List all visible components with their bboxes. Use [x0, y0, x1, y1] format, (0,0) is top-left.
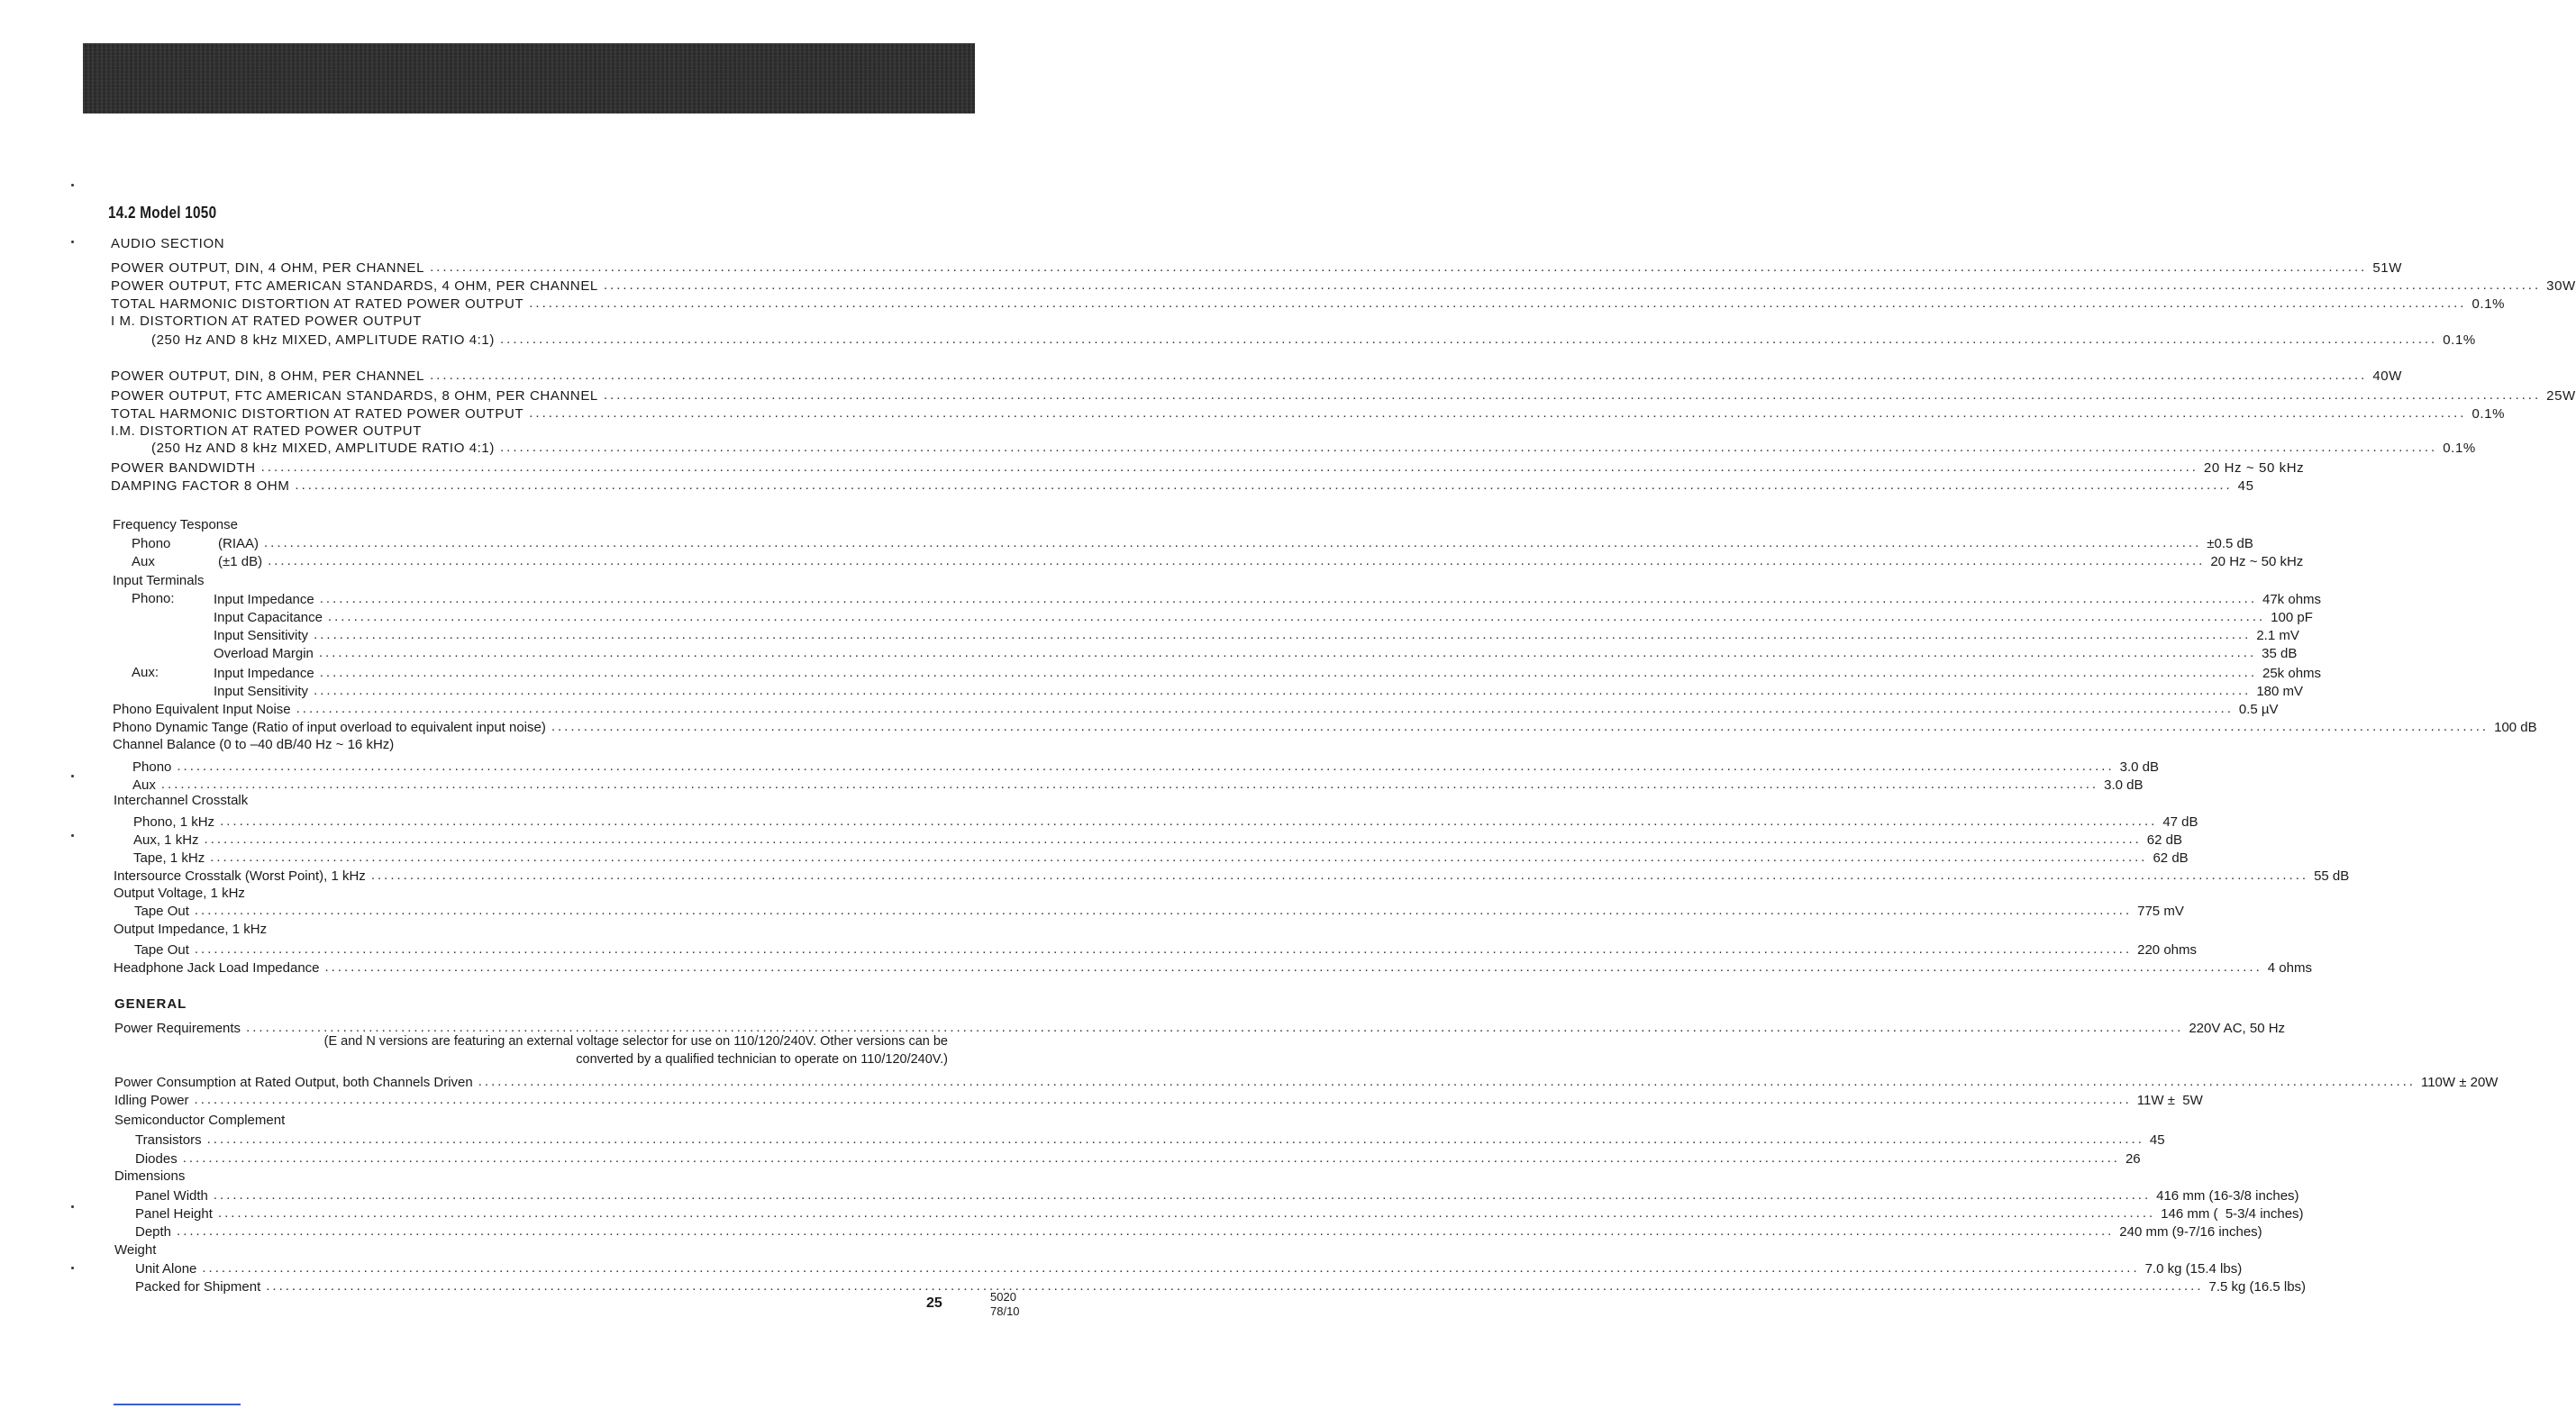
- spec-row: [214, 681, 2304, 699]
- spec-row: [132, 775, 2144, 793]
- spec-row: [132, 757, 2159, 775]
- spec-label: I M. DISTORTION AT RATED POWER OUTPUT: [111, 314, 422, 329]
- leader-dots: ............................................................................................................................................................................................................................................................................................................: [246, 1020, 2184, 1035]
- leader-dots: ............................................................................................................................................................................................................................................................................................................: [603, 387, 2542, 403]
- spec-row: [132, 533, 2253, 551]
- spec-label: Input Impedance: [214, 666, 314, 681]
- spec-label: Overload Margin: [214, 646, 314, 661]
- spec-row: [135, 1222, 2262, 1240]
- scan-speck: [71, 241, 74, 243]
- spec-label: TOTAL HARMONIC DISTORTION AT RATED POWER OUTPUT: [111, 296, 524, 312]
- leader-dots: ............................................................................................................................................................................................................................................................................................................: [194, 1092, 2132, 1107]
- spec-label: Headphone Jack Load Impedance: [114, 960, 320, 976]
- spec-label: Unit Alone: [135, 1261, 197, 1277]
- leader-dots: ............................................................................................................................................................................................................................................................................................................: [194, 903, 2133, 918]
- spec-label: Idling Power: [114, 1093, 189, 1108]
- spec-value: 100 dB: [2494, 720, 2537, 735]
- spec-value: 416 mm (16-3/8 inches): [2156, 1188, 2299, 1204]
- spec-value: 30W: [2546, 278, 2576, 294]
- leader-dots: ............................................................................................................................................................................................................................................................................................................: [319, 591, 2257, 606]
- document-code: 5020: [990, 1290, 1016, 1304]
- spec-label: POWER OUTPUT, FTC AMERICAN STANDARDS, 8 OHM, PER CHANNEL: [111, 388, 598, 404]
- spec-label: Tape Out: [134, 942, 189, 958]
- leader-dots: ............................................................................................................................................................................................................................................................................................................: [182, 1150, 2120, 1166]
- leader-dots: ............................................................................................................................................................................................................................................................................................................: [314, 683, 2252, 698]
- crosstalk-title: Interchannel Crosstalk: [114, 793, 249, 808]
- spec-value: 3.0 dB: [2119, 759, 2159, 775]
- spec-row: [132, 551, 2304, 569]
- spec-value: 20 Hz ~ 50 kHz: [2210, 554, 2304, 569]
- spec-value: 7.5 kg (16.5 lbs): [2208, 1279, 2307, 1295]
- spec-row: [134, 940, 2197, 958]
- spec-value: 220 ohms: [2137, 942, 2197, 958]
- spec-label: Packed for Shipment: [135, 1279, 261, 1295]
- spec-sublabel: (±1 dB): [218, 554, 263, 569]
- spec-label: Phono: [132, 536, 171, 551]
- spec-label: Intersource Crosstalk (Worst Point), 1 kHz: [114, 868, 366, 884]
- spec-value: 0.1%: [2471, 406, 2506, 422]
- spec-value: 47 dB: [2162, 814, 2198, 830]
- section-heading: 14.2 Model 1050: [108, 204, 217, 222]
- spec-label: TOTAL HARMONIC DISTORTION AT RATED POWER OUTPUT: [111, 406, 524, 422]
- spec-value: 55 dB: [2314, 868, 2350, 884]
- spec-value: 3.0 dB: [2104, 777, 2144, 793]
- leader-dots: ............................................................................................................................................................................................................................................................................................................: [160, 777, 2099, 792]
- spec-label: DAMPING FACTOR 8 OHM: [111, 478, 290, 494]
- spec-label: I.M. DISTORTION AT RATED POWER OUTPUT: [111, 423, 422, 439]
- spec-row: [135, 1259, 2243, 1277]
- spec-label: POWER OUTPUT, FTC AMERICAN STANDARDS, 4 OHM, PER CHANNEL: [111, 278, 598, 294]
- leader-dots: ............................................................................................................................................................................................................................................................................................................: [177, 1223, 2115, 1239]
- voltage-note-line-2: converted by a qualified technician to operate on 110/120/240V.): [576, 1052, 948, 1067]
- leader-dots: ............................................................................................................................................................................................................................................................................................................: [177, 759, 2115, 774]
- spec-value: 0.1%: [2443, 441, 2476, 456]
- spec-value: 0.1%: [2443, 332, 2476, 348]
- leader-dots: ............................................................................................................................................................................................................................................................................................................: [296, 701, 2234, 716]
- spec-label: Panel Height: [135, 1206, 213, 1222]
- output-impedance-title: Output Impedance, 1 kHz: [114, 922, 268, 937]
- spec-row: [114, 866, 2350, 884]
- spec-row: [214, 625, 2299, 643]
- spec-row: [135, 1186, 2299, 1204]
- spec-row: [214, 589, 2322, 607]
- leader-dots: ............................................................................................................................................................................................................................................................................................................: [318, 645, 2257, 660]
- spec-label: Phono Dynamic Tange (Ratio of input overload to equivalent input noise): [113, 720, 546, 735]
- spec-row: [133, 812, 2198, 830]
- spec-label: (250 Hz AND 8 kHz MIXED, AMPLITUDE RATIO 4:1): [151, 332, 495, 348]
- spec-label: Power Requirements: [114, 1021, 241, 1036]
- spec-value: 20 Hz ~ 50 kHz: [2203, 460, 2305, 476]
- document-date-code: 78/10: [990, 1304, 1020, 1318]
- spec-label: Depth: [135, 1224, 172, 1240]
- spec-row: [151, 438, 2476, 456]
- spec-row: [134, 901, 2184, 919]
- spec-row: [113, 699, 2279, 717]
- scan-speck: [71, 1267, 74, 1269]
- input-title: Input Terminals: [113, 573, 205, 588]
- spec-row: [111, 366, 2402, 384]
- spec-row: [214, 643, 2298, 661]
- leader-dots: ............................................................................................................................................................................................................................................................................................................: [268, 553, 2206, 568]
- scan-speck: [71, 834, 74, 837]
- scan-speck: [71, 1205, 74, 1208]
- spec-label: Transistors: [135, 1132, 202, 1148]
- spec-value: 146 mm ( 5-3/4 inches): [2161, 1206, 2304, 1222]
- spec-label: Diodes: [135, 1151, 177, 1167]
- spec-value: 35 dB: [2262, 646, 2298, 661]
- spec-row: [151, 330, 2476, 348]
- leader-dots: ............................................................................................................................................................................................................................................................................................................: [551, 719, 2490, 734]
- spec-row: [214, 663, 2322, 681]
- spec-label: (250 Hz AND 8 kHz MIXED, AMPLITUDE RATIO 4:1): [151, 441, 495, 456]
- spec-value: 0.1%: [2471, 296, 2506, 312]
- spec-value: 2.1 mV: [2256, 628, 2299, 643]
- leader-dots: ............................................................................................................................................................................................................................................................................................................: [213, 1187, 2152, 1203]
- dimensions-title: Dimensions: [114, 1168, 186, 1184]
- spec-row: [111, 458, 2305, 476]
- leader-dots: ............................................................................................................................................................................................................................................................................................................: [217, 1205, 2156, 1221]
- spec-row: [113, 717, 2537, 735]
- spec-value: 45: [2237, 478, 2254, 494]
- spec-value: 0.5 µV: [2238, 702, 2279, 717]
- spec-sublabel: (RIAA): [218, 536, 259, 551]
- spec-value: 62 dB: [2153, 850, 2189, 866]
- spec-row: [133, 848, 2189, 866]
- leader-dots: ............................................................................................................................................................................................................................................................................................................: [220, 813, 2158, 829]
- spec-row: [111, 404, 2506, 422]
- spec-row: [135, 1130, 2165, 1148]
- audio-section-title: AUDIO SECTION: [111, 236, 225, 251]
- spec-value: 26: [2125, 1151, 2141, 1167]
- page-number: 25: [926, 1295, 942, 1311]
- spec-row: [111, 476, 2254, 494]
- spec-value: ±0.5 dB: [2207, 536, 2253, 551]
- spec-row: [135, 1204, 2304, 1222]
- voltage-note-line-1: (E and N versions are featuring an external voltage selector for use on 110/120/240V. Other versions can be: [323, 1034, 948, 1049]
- leader-dots: ............................................................................................................................................................................................................................................................................................................: [206, 1132, 2144, 1147]
- spec-value: 7.0 kg (15.4 lbs): [2144, 1261, 2243, 1277]
- leader-dots: ............................................................................................................................................................................................................................................................................................................: [264, 535, 2202, 550]
- spec-value: 100 pF: [2271, 610, 2313, 625]
- spec-value: 51W: [2372, 260, 2402, 276]
- spec-row: [114, 1072, 2499, 1090]
- spec-value: 25W: [2546, 388, 2576, 404]
- spec-value: 180 mV: [2256, 684, 2304, 699]
- output-voltage-title: Output Voltage, 1 kHz: [114, 886, 245, 901]
- semiconductor-title: Semiconductor Complement: [114, 1113, 286, 1128]
- spec-label: Phono: [132, 759, 172, 775]
- spec-value: 62 dB: [2146, 832, 2182, 848]
- spec-label: Input Capacitance: [214, 610, 323, 625]
- spec-row: [133, 830, 2182, 848]
- leader-dots: ............................................................................................................................................................................................................................................................................................................: [529, 295, 2467, 311]
- spec-row: [114, 1018, 2286, 1036]
- spec-label: Tape, 1 kHz: [133, 850, 205, 866]
- leader-dots: ............................................................................................................................................................................................................................................................................................................: [202, 1260, 2140, 1276]
- bottom-rule: [114, 1404, 241, 1405]
- spec-row: [114, 1090, 2203, 1108]
- spec-label: Input Sensitivity: [214, 628, 309, 643]
- leader-dots: ............................................................................................................................................................................................................................................................................................................: [603, 277, 2542, 293]
- leader-dots: ............................................................................................................................................................................................................................................................................................................: [204, 832, 2142, 847]
- spec-value: 4 ohms: [2267, 960, 2312, 976]
- spec-label: POWER OUTPUT, DIN, 8 OHM, PER CHANNEL: [111, 368, 425, 384]
- spec-label: Input Sensitivity: [214, 684, 309, 699]
- spec-row: [214, 607, 2313, 625]
- leader-dots: ............................................................................................................................................................................................................................................................................................................: [210, 850, 2148, 865]
- leader-dots: ............................................................................................................................................................................................................................................................................................................: [430, 259, 2368, 275]
- leader-dots: ............................................................................................................................................................................................................................................................................................................: [319, 665, 2257, 680]
- leader-dots: ............................................................................................................................................................................................................................................................................................................: [499, 440, 2438, 455]
- spec-value: 47k ohms: [2262, 592, 2322, 607]
- leader-dots: ............................................................................................................................................................................................................................................................................................................: [478, 1074, 2416, 1089]
- leader-dots: ............................................................................................................................................................................................................................................................................................................: [295, 477, 2233, 493]
- leader-dots: ............................................................................................................................................................................................................................................................................................................: [430, 368, 2368, 383]
- spec-row: [135, 1149, 2141, 1167]
- spec-row: [111, 258, 2402, 276]
- spec-label: Input Impedance: [214, 592, 314, 607]
- leader-dots: ............................................................................................................................................................................................................................................................................................................: [327, 609, 2266, 624]
- input-group-phono: Phono:: [132, 591, 175, 606]
- spec-row: [114, 958, 2312, 976]
- spec-label: POWER OUTPUT, DIN, 4 OHM, PER CHANNEL: [111, 260, 425, 276]
- leader-dots: ............................................................................................................................................................................................................................................................................................................: [499, 332, 2438, 347]
- scan-speck: [71, 184, 74, 186]
- leader-dots: ............................................................................................................................................................................................................................................................................................................: [370, 868, 2309, 883]
- weight-title: Weight: [114, 1242, 157, 1258]
- leader-dots: ............................................................................................................................................................................................................................................................................................................: [260, 459, 2198, 475]
- scan-speck: [71, 775, 74, 777]
- spec-value: 40W: [2372, 368, 2402, 384]
- spec-row: [111, 294, 2506, 312]
- spec-value: 25k ohms: [2262, 666, 2322, 681]
- spec-label: Aux, 1 kHz: [133, 832, 199, 848]
- spec-value: 240 mm (9-7/16 inches): [2119, 1224, 2262, 1240]
- spec-label: Phono Equivalent Input Noise: [113, 702, 291, 717]
- spec-value: 775 mV: [2137, 904, 2184, 919]
- leader-dots: ............................................................................................................................................................................................................................................................................................................: [529, 405, 2467, 421]
- spec-label: Aux: [132, 777, 156, 793]
- leader-dots: ............................................................................................................................................................................................................................................................................................................: [266, 1278, 2204, 1294]
- leader-dots: ............................................................................................................................................................................................................................................................................................................: [324, 959, 2262, 975]
- spec-label: Phono, 1 kHz: [133, 814, 215, 830]
- spec-label: Panel Width: [135, 1188, 208, 1204]
- spec-value: 45: [2149, 1132, 2165, 1148]
- spec-label: Tape Out: [134, 904, 189, 919]
- input-group-aux: Aux:: [132, 665, 159, 680]
- spec-label: POWER BANDWIDTH: [111, 460, 256, 476]
- spec-row: [135, 1277, 2307, 1295]
- spec-row: [111, 386, 2576, 404]
- spec-row: [111, 276, 2576, 294]
- spec-label: Power Consumption at Rated Output, both Channels Driven: [114, 1075, 473, 1090]
- spec-label: Aux: [132, 554, 155, 569]
- leader-dots: ............................................................................................................................................................................................................................................................................................................: [194, 941, 2133, 957]
- spec-value: 110W ± 20W: [2420, 1075, 2499, 1090]
- balance-title: Channel Balance (0 to –40 dB/40 Hz ~ 16 kHz): [113, 737, 395, 752]
- spec-value: 220V AC, 50 Hz: [2189, 1021, 2286, 1036]
- leader-dots: ............................................................................................................................................................................................................................................................................................................: [314, 627, 2252, 642]
- spec-value: 11W ± 5W: [2136, 1093, 2203, 1108]
- frequency-title: Frequency Tesponse: [113, 517, 238, 532]
- general-title: GENERAL: [114, 996, 187, 1012]
